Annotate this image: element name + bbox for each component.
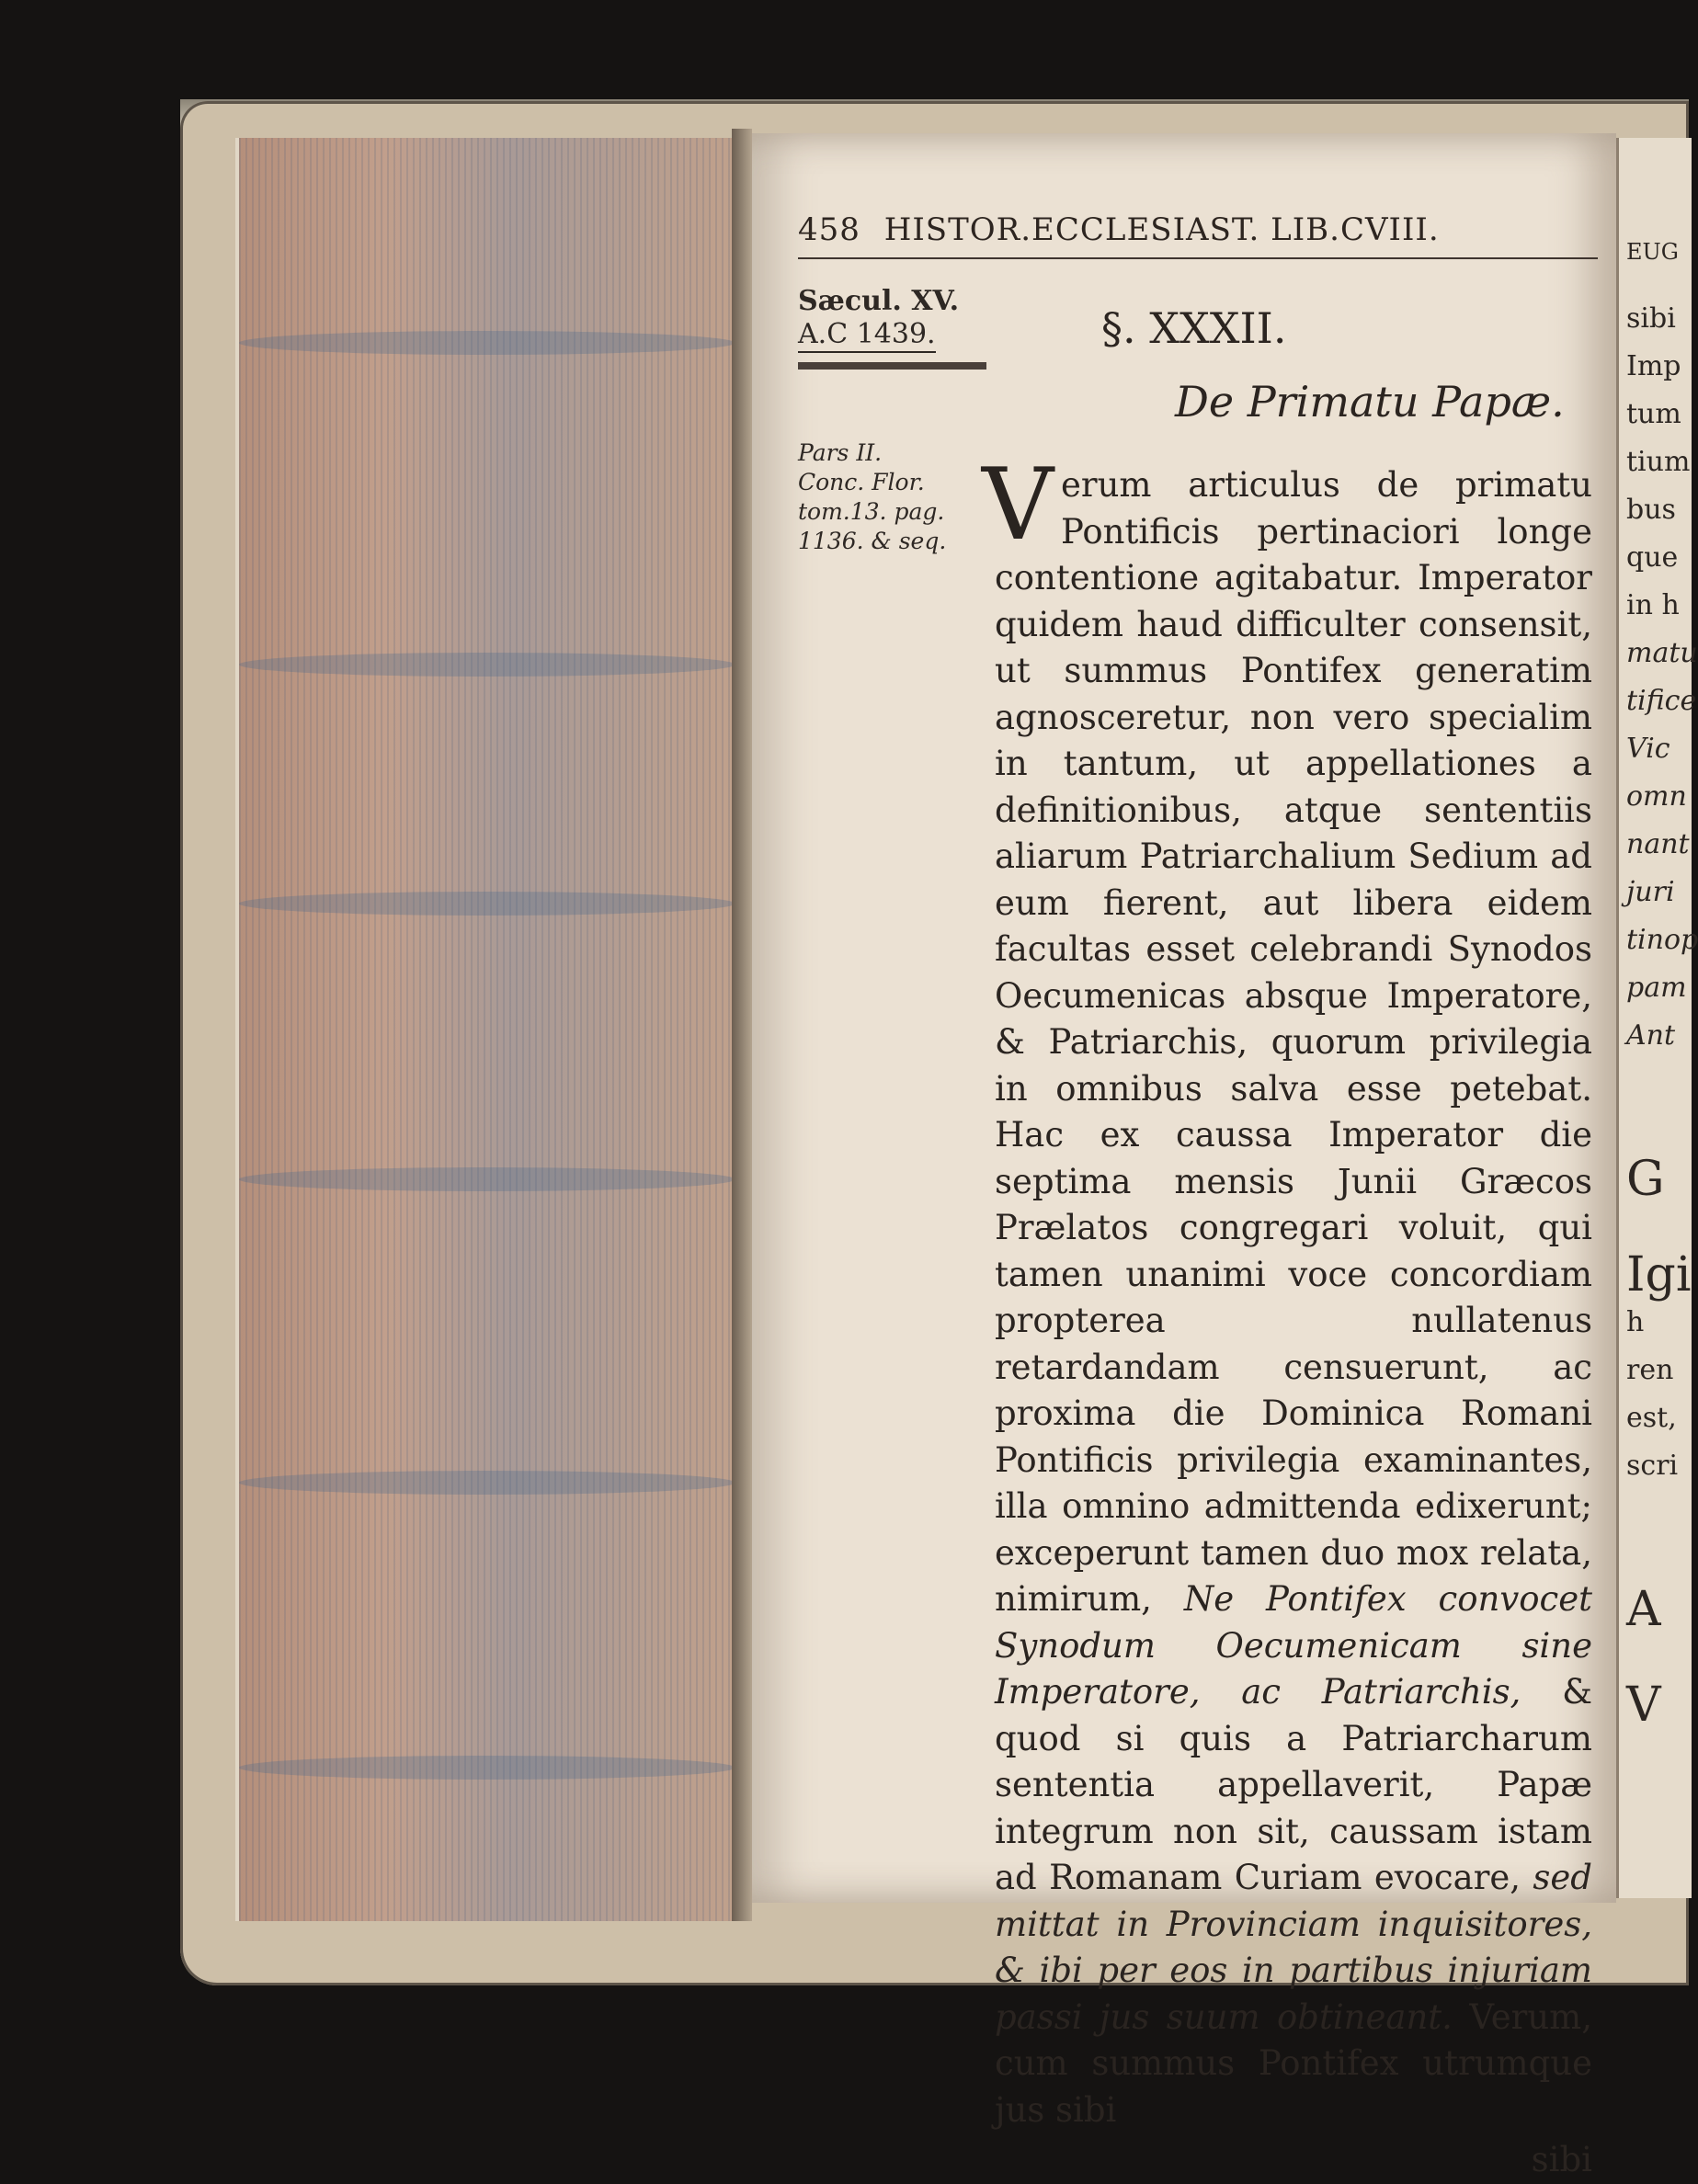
edge-band: [239, 331, 735, 355]
sidenote-line: Pars II.: [798, 439, 883, 466]
sidenote-line: Conc. Flor.: [798, 469, 925, 495]
facing-page-fragment: scri: [1626, 1450, 1679, 1482]
facing-page-fragment: tum: [1626, 398, 1681, 430]
drop-cap: V: [982, 448, 1054, 563]
facing-page-fragment: h: [1626, 1306, 1645, 1338]
header-rule: [798, 257, 1598, 259]
body-paragraph: & quod si quis a Patriarcharum sententia appellaverit, Papæ integrum non sit, caussam istam ad Romanam Curiam evocare,: [995, 1672, 1592, 1897]
facing-page-fragment: Ant: [1626, 1019, 1676, 1052]
facing-page-fragment: juri: [1626, 876, 1675, 908]
facing-page-fragment: Igi: [1626, 1247, 1692, 1302]
facing-page-fragment: sibi: [1626, 302, 1676, 335]
book-page: [752, 133, 1616, 2179]
section-number: §. XXXII.: [1101, 303, 1287, 353]
facing-page-fragment: que: [1626, 541, 1679, 574]
facing-page-fragment: omn: [1626, 780, 1687, 813]
facing-page-fragment: Vic: [1626, 733, 1670, 765]
edge-band: [239, 1167, 735, 1191]
facing-page-fragment: nant: [1626, 828, 1690, 860]
edge-band: [239, 1756, 735, 1780]
facing-page-fragment: ren: [1626, 1354, 1674, 1386]
edge-band: [239, 653, 735, 677]
catchword: sibi: [1531, 2140, 1592, 2179]
facing-page-fragment: tinop: [1626, 924, 1698, 956]
body-paragraph: erum articulus de primatu Pontificis pertinaciori longe contentione agitabatur. Imperator quidem haud difficulter consensit, ut summus Pontifex generatim agnosceretur, non vero specialim in tantum, ut appellationes a definitionibus, atque sententiis aliarum Patriarchalium Sedium ad eum fierent, aut libera eidem facultas esset celebrandi Synodos Oecumenicas absque Imperatore, & Patriarchis, quorum privilegia in omnibus salva esse petebat. Hac ex caussa Imperator die septima mensis Junii Græcos Prælatos congregari voluit, qui tamen unanimi voce concordiam propterea nullatenus retardandam censuerunt, ac proxima die Dominica Romani Pontificis privilegia examinantes, illa omnino admittenda edixerunt; exceperunt tamen duo mox relata, nimirum,: [995, 465, 1592, 1619]
page-number: 458: [798, 211, 860, 248]
saeculum-label: Sæcul. XV.: [798, 285, 960, 317]
facing-page-fragment: V: [1626, 1678, 1661, 1733]
anno-label: A.C 1439.: [798, 318, 936, 353]
facing-page-fragment: matu: [1626, 637, 1698, 669]
sidenote-line: 1136. & seq.: [798, 528, 947, 554]
edge-band: [239, 1471, 735, 1495]
body-paragraph: Verum, cum summus Pontifex utrumque jus sibi: [995, 1996, 1592, 2130]
body-text: [982, 448, 1592, 2184]
running-header: [798, 211, 1589, 248]
page-block-edge: [235, 138, 735, 1921]
facing-page-fragment: bus: [1626, 494, 1676, 526]
edge-band: [239, 892, 735, 916]
facing-page-fragment: Imp: [1626, 350, 1681, 382]
facing-page-fragment: tifice: [1626, 685, 1697, 717]
facing-page-edge: [1616, 138, 1698, 1898]
section-title: De Primatu Papæ.: [1175, 377, 1565, 427]
gutter-shadow: [732, 129, 752, 1921]
facing-header: EUG: [1626, 239, 1679, 265]
margin-rule: [798, 362, 986, 370]
facing-page-fragment: tium: [1626, 446, 1691, 478]
quoted-clause: sed mittat in Provinciam inquisitores, & ibi per eos in partibus injuriam passi jus suum obtineant.: [995, 1858, 1592, 2037]
sidenote-line: tom.13. pag.: [798, 498, 945, 525]
facing-page-fragment: A: [1626, 1582, 1661, 1637]
running-title: HISTOR.ECCLESIAST. LIB.CVIII.: [883, 211, 1440, 248]
facing-page-fragment: pam: [1626, 972, 1687, 1004]
facing-page-fragment: in h: [1626, 589, 1680, 621]
quoted-clause: Ne Pontifex convocet Synodum Oecumenicam sine Imperatore, ac Patriarchis,: [995, 1579, 1592, 1712]
facing-page-fragment: G: [1626, 1152, 1665, 1207]
facing-page-fragment: est,: [1626, 1402, 1677, 1434]
